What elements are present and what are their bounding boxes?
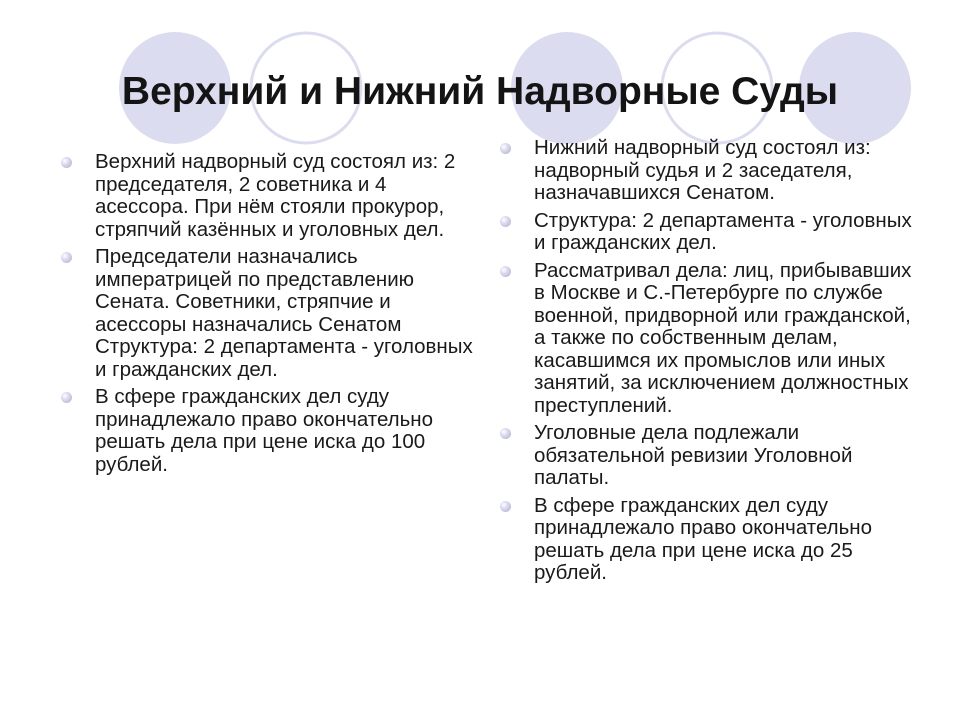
left-column-list (95, 151, 475, 481)
slide-title: Верхний и Нижний Надворные Суды (121, 70, 839, 113)
bullet-icon (61, 157, 72, 168)
list-item (534, 495, 914, 585)
list-item (95, 151, 475, 241)
list-item-text: В сфере гражданских дел суду принадлежало право окончательно решать дела при цене иска до 25 рублей. (534, 493, 873, 584)
list-item (95, 386, 475, 476)
list-item-text: Структура: 2 департамента - уголовных и гражданских дел. (534, 208, 912, 254)
list-item (95, 246, 475, 381)
list-item (534, 137, 914, 205)
bullet-icon (500, 428, 511, 439)
list-item (534, 260, 914, 418)
bullet-icon (500, 266, 511, 277)
list-item-text: Председатели назначались императрицей по представлению Сената. Советники, стряпчие и асессоры назначались Сенатом Структура: 2 департамента - уголовных и гражданских дел. (95, 245, 473, 381)
list-item-text: Нижний надворный суд состоял из: надворный судья и 2 заседателя, назначавшихся Сенатом. (534, 136, 871, 204)
bullet-icon (61, 252, 72, 263)
list-item-text: Верхний надворный суд состоял из: 2 председателя, 2 советника и 4 асессора. При нём стояли прокурор, стряпчий казённых и уголовных дел. (95, 150, 456, 241)
list-item (534, 422, 914, 490)
bullet-icon (61, 392, 72, 403)
bullet-icon (500, 216, 511, 227)
bullet-icon (500, 143, 511, 154)
bullet-icon (500, 501, 511, 512)
list-item-text: В сфере гражданских дел суду принадлежало право окончательно решать дела при цене иска до 100 рублей. (95, 385, 434, 476)
list-item-text: Рассматривал дела: лиц, прибывавших в Москве и С.-Петербурге по службе военной, придворной или гражданской, а также по собственным делам, касавшимся их промыслов или иных занятий, за исключением должностных преступлений. (534, 258, 912, 417)
list-item-text: Уголовные дела подлежали обязательной ревизии Уголовной палаты. (534, 421, 853, 489)
right-column-list (534, 137, 914, 590)
list-item (534, 210, 914, 255)
